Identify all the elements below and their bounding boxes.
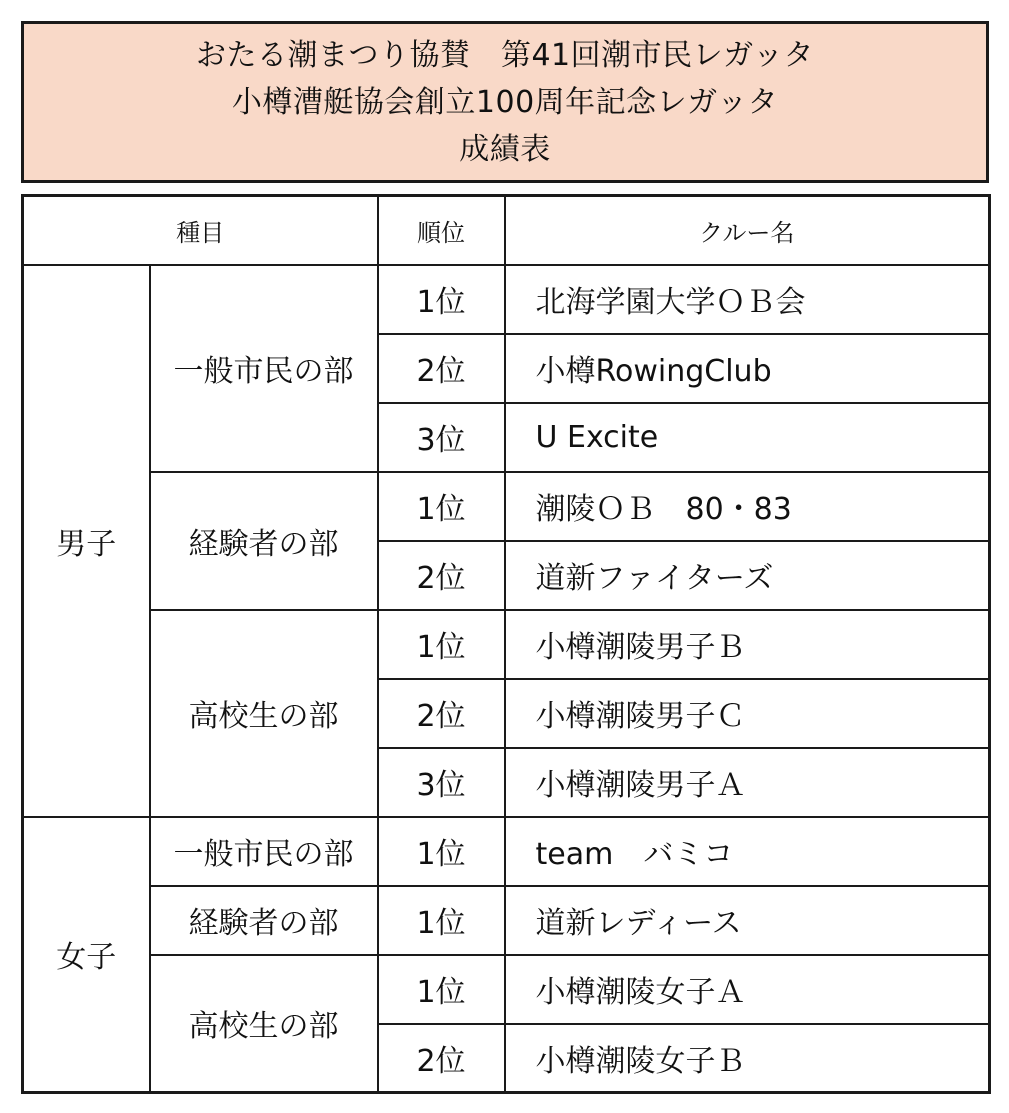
- title-line-2: 小樽漕艇協会創立100周年記念レガッタ: [231, 84, 779, 120]
- division-cell: 高校生の部: [150, 610, 378, 817]
- table-row: [23, 955, 990, 1024]
- crew-cell: 道新レディース: [505, 886, 990, 955]
- crew-cell: 小樽潮陵男子Ｃ: [505, 679, 990, 748]
- crew-cell: 北海学園大学ＯＢ会: [505, 265, 990, 334]
- gender-cell: 女子: [23, 817, 150, 1093]
- table-row: [23, 610, 990, 679]
- crew-cell: 潮陵ＯＢ 80・83: [505, 472, 990, 541]
- division-cell: 経験者の部: [150, 886, 378, 955]
- title-line-3: 成績表: [459, 131, 551, 167]
- rank-cell: 1位: [378, 955, 505, 1024]
- rank-cell: 2位: [378, 541, 505, 610]
- crew-cell: 小樽潮陵男子Ｂ: [505, 610, 990, 679]
- title-line-1: おたる潮まつり協賛 第41回潮市民レガッタ: [195, 37, 815, 73]
- table-row: [23, 472, 990, 541]
- header-row: [23, 196, 990, 265]
- rank-cell: 1位: [378, 610, 505, 679]
- crew-cell: 小樽RowingClub: [505, 334, 990, 403]
- table-row: [23, 817, 990, 886]
- header-crew: クルー名: [505, 196, 990, 265]
- rank-cell: 3位: [378, 748, 505, 817]
- rank-cell: 2位: [378, 1024, 505, 1093]
- rank-cell: 2位: [378, 334, 505, 403]
- crew-cell: 小樽潮陵女子Ａ: [505, 955, 990, 1024]
- crew-cell: U Excite: [505, 403, 990, 472]
- division-cell: 経験者の部: [150, 472, 378, 610]
- title-box: [21, 21, 989, 183]
- crew-cell: 小樽潮陵男子Ａ: [505, 748, 990, 817]
- header-rank: 順位: [378, 196, 505, 265]
- crew-cell: 小樽潮陵女子Ｂ: [505, 1024, 990, 1093]
- division-cell: 一般市民の部: [150, 265, 378, 472]
- table-row: [23, 265, 990, 334]
- division-cell: 高校生の部: [150, 955, 378, 1093]
- division-cell: 一般市民の部: [150, 817, 378, 886]
- rank-cell: 3位: [378, 403, 505, 472]
- rank-cell: 2位: [378, 679, 505, 748]
- header-category: 種目: [23, 196, 378, 265]
- rank-cell: 1位: [378, 265, 505, 334]
- results-table: [21, 194, 991, 1094]
- crew-cell: team バミコ: [505, 817, 990, 886]
- rank-cell: 1位: [378, 886, 505, 955]
- crew-cell: 道新ファイターズ: [505, 541, 990, 610]
- rank-cell: 1位: [378, 817, 505, 886]
- rank-cell: 1位: [378, 472, 505, 541]
- gender-cell: 男子: [23, 265, 150, 817]
- table-row: [23, 886, 990, 955]
